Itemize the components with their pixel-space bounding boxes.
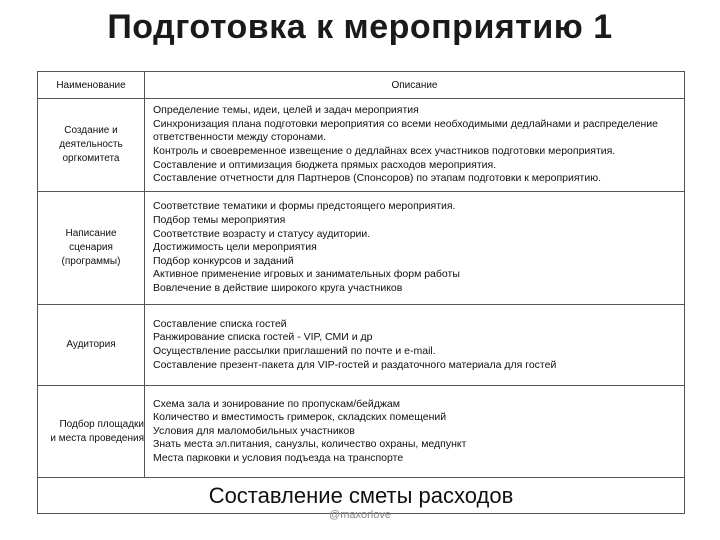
row-name-line: оргкомитета (62, 153, 120, 164)
row-name-cell (38, 386, 145, 478)
list-item: Ранжирование списка гостей - VIP, СМИ и др (153, 331, 373, 344)
row-name-cell (38, 99, 145, 192)
list-item: Составление и оптимизация бюджета прямых расходов мероприятия. (153, 158, 497, 171)
list-item: Достижимость цели мероприятия (153, 241, 317, 254)
row-name-line: Написание (65, 228, 117, 239)
row-name-line: Создание и (64, 125, 118, 136)
list-item: Контроль и своевременное извещение о дедлайнах всех участников подготовки мероприятия. (153, 145, 616, 157)
list-item: Схема зала и зонирование по пропускам/бейджам (153, 397, 400, 410)
row-name-line: Аудитория (66, 339, 116, 350)
list-item: Вовлечение в действие широкого круга участников (153, 281, 403, 294)
slide-title: Подготовка к мероприятию 1 (107, 8, 613, 46)
header-description: Описание (145, 72, 685, 99)
row-name-line: деятельность (59, 139, 123, 150)
row-description-cell (145, 192, 685, 305)
event-preparation-table (37, 71, 685, 514)
list-item: Места парковки и условия подъезда на транспорте (153, 451, 404, 464)
list-item: Количество и вместимость гримерок, складских помещений (153, 411, 447, 424)
row-name-cell (38, 192, 145, 305)
list-item: Составление списка гостей (153, 317, 287, 330)
list-item: Определение темы, идеи, целей и задач мероприятия (153, 104, 419, 117)
header-name: Наименование (38, 72, 145, 99)
list-item: ответственности между сторонами. (153, 131, 327, 144)
budget-estimate-cell: Составление сметы расходов (38, 478, 685, 514)
list-item: Составление отчетности для Партнеров (Спонсоров) по этапам подготовки к мероприятию. (153, 172, 602, 185)
row-name-line: Подбор площадки (59, 418, 144, 430)
table-row (38, 386, 685, 478)
list-item: Подбор темы мероприятия (153, 214, 286, 227)
row-description-cell (145, 99, 685, 192)
table-row (38, 99, 685, 192)
list-item: Подбор конкурсов и заданий (153, 254, 294, 267)
row-name-line: и места проведения (50, 432, 144, 444)
list-item: Синхронизация плана подготовки мероприятия со всеми необходимыми дедлайнами и распределение (153, 117, 658, 130)
row-description-cell (145, 305, 685, 386)
list-item: Знать места эл.питания, санузлы, количество охраны, медпункт (153, 438, 467, 451)
list-item: Осуществление рассылки приглашений по почте и e-mail. (153, 345, 436, 357)
row-description-cell (145, 386, 685, 478)
row-name-cell (38, 305, 145, 386)
table-row (38, 305, 685, 386)
watermark: @maxorlove (329, 509, 391, 521)
list-item: Соответствие тематики и формы предстоящего мероприятия. (153, 200, 456, 213)
row-name-line: (программы) (61, 256, 121, 267)
row-name-line: сценария (69, 242, 113, 253)
list-item: Соответствие возрасту и статусу аудитории. (153, 227, 371, 240)
list-item: Активное применение игровых и занимательных форм работы (153, 268, 460, 281)
table-row (38, 192, 685, 305)
list-item: Условия для маломобильных участников (153, 424, 355, 437)
list-item: Составление презент-пакета для VIP-гостей и раздаточного материала для гостей (153, 358, 557, 371)
